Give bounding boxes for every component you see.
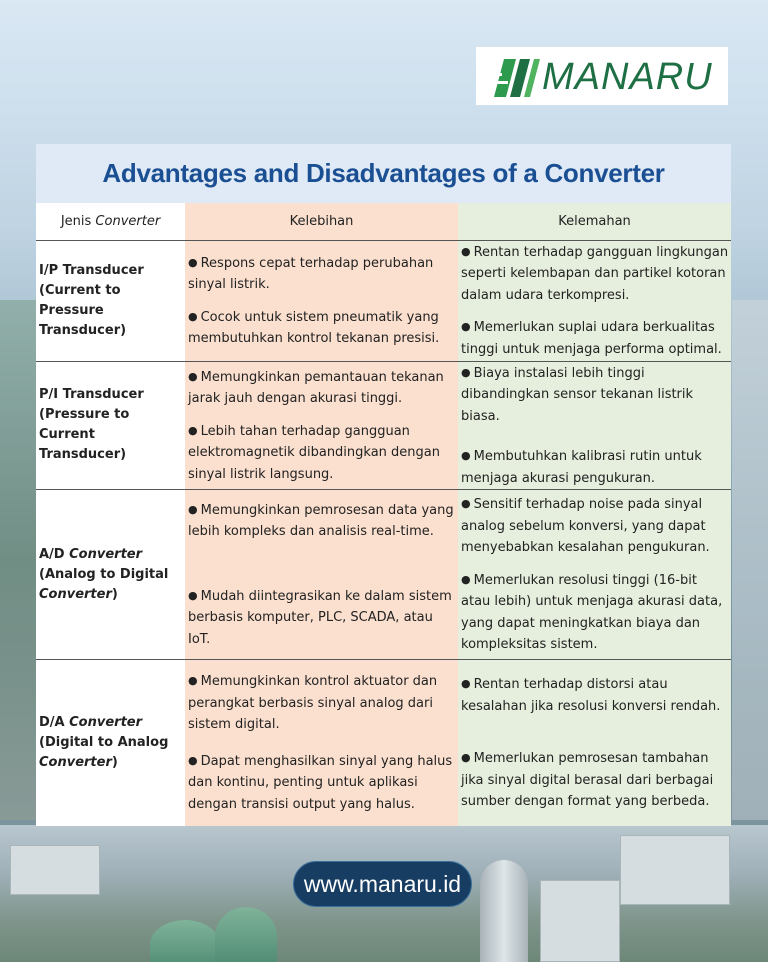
converter-type-em: Converter bbox=[39, 754, 112, 770]
converter-type-line: I/P Transducer bbox=[39, 262, 144, 278]
list-item bbox=[188, 420, 455, 486]
bullet-icon: ● bbox=[188, 588, 198, 602]
advantage-text: Mudah diintegrasikan ke dalam sistem berbasis komputer, PLC, SCADA, atau IoT. bbox=[188, 588, 452, 647]
list-item bbox=[188, 306, 455, 350]
disadvantage-text: Rentan terhadap distorsi atau kesalahan jika resolusi konversi rendah. bbox=[461, 677, 721, 714]
table-row bbox=[36, 361, 731, 490]
list-item bbox=[188, 499, 455, 543]
disadvantage-text: Memerlukan suplai udara berkualitas tinggi untuk menjaga performa optimal. bbox=[461, 320, 722, 357]
converter-type-close: ) bbox=[111, 754, 118, 770]
disadvantage-text: Rentan terhadap gangguan lingkungan seperti kelembapan dan partikel kotoran dalam udara terkompresi. bbox=[461, 244, 729, 303]
header-kelemahan: Kelemahan bbox=[458, 203, 731, 240]
bullet-icon: ● bbox=[461, 677, 471, 690]
converter-type-em: Converter bbox=[39, 586, 112, 602]
disadvantage-text: Biaya instalasi lebih tinggi dibandingkan sensor tekanan listrik biasa. bbox=[461, 365, 694, 424]
title-bar bbox=[36, 144, 731, 203]
converter-type-cell bbox=[36, 490, 185, 660]
building-block bbox=[10, 845, 100, 895]
list-item bbox=[188, 750, 455, 816]
list-item bbox=[461, 241, 729, 307]
converter-type-desc: (Digital to Analog bbox=[39, 734, 169, 750]
list-item bbox=[461, 445, 729, 489]
bullet-icon: ● bbox=[188, 674, 198, 688]
table-row bbox=[36, 660, 731, 826]
bullet-icon: ● bbox=[461, 497, 471, 511]
converter-type-cell bbox=[36, 660, 185, 826]
disadvantage-text: Membutuhkan kalibrasi rutin untuk menjaga akurasi pengukuran. bbox=[461, 449, 702, 486]
disadvantage-text: Memerlukan pemrosesan tambahan jika sinyal digital berasal dari berbagai sumber dengan format yang berbeda. bbox=[461, 751, 714, 809]
bullet-icon: ● bbox=[461, 449, 471, 462]
advantage-text: Dapat menghasilkan sinyal yang halus dan kontinu, penting untuk aplikasi dengan transisi output yang halus. bbox=[188, 753, 453, 812]
disadvantages-cell bbox=[458, 361, 731, 490]
silo-icon bbox=[480, 860, 528, 962]
header-kelebihan: Kelebihan bbox=[185, 203, 458, 240]
converter-type-line: (Pressure to Current bbox=[39, 407, 130, 443]
advantage-text: Cocok untuk sistem pneumatik yang membutuhkan kontrol tekanan presisi. bbox=[188, 309, 440, 346]
advantage-text: Memungkinkan pemrosesan data yang lebih kompleks dan analisis real-time. bbox=[188, 502, 454, 540]
list-item bbox=[188, 670, 455, 736]
background-landscape-left bbox=[0, 300, 40, 820]
bullet-icon: ● bbox=[188, 255, 198, 269]
converter-type-code: A/D bbox=[39, 546, 70, 562]
list-item bbox=[461, 493, 729, 559]
building-block bbox=[620, 835, 730, 905]
advantages-cell bbox=[185, 361, 458, 490]
disadvantages-cell bbox=[458, 490, 731, 660]
list-item bbox=[188, 585, 455, 651]
advantages-cell bbox=[185, 490, 458, 660]
disadvantages-cell bbox=[458, 240, 731, 361]
list-item bbox=[461, 673, 729, 717]
storage-tank-icon bbox=[150, 920, 220, 962]
bullet-icon: ● bbox=[188, 502, 198, 516]
list-item bbox=[461, 747, 729, 813]
list-item bbox=[461, 569, 729, 656]
building-block bbox=[540, 880, 620, 962]
list-item bbox=[461, 362, 729, 428]
manaru-logo-icon bbox=[490, 53, 542, 99]
bullet-icon: ● bbox=[188, 423, 198, 437]
advantages-cell bbox=[185, 660, 458, 826]
header-jenis-converter bbox=[36, 203, 185, 240]
header-type-em: Converter bbox=[95, 213, 161, 229]
converter-type-line: Transducer) bbox=[39, 322, 127, 338]
converter-type-line: (Current to Pressure bbox=[39, 282, 121, 318]
advantage-text: Memungkinkan pemantauan tekanan jarak jauh dengan akurasi tinggi. bbox=[188, 369, 444, 406]
converter-type-em: Converter bbox=[69, 546, 143, 562]
website-url[interactable]: www.manaru.id bbox=[303, 870, 462, 897]
advantage-text: Memungkinkan kontrol aktuator dan perangkat berbasis sinyal analog dari sistem digital. bbox=[188, 674, 438, 733]
bullet-icon: ● bbox=[188, 309, 198, 323]
converter-type-line: P/I Transducer bbox=[39, 387, 144, 403]
storage-tank-icon bbox=[215, 907, 277, 962]
bullet-icon: ● bbox=[461, 244, 471, 258]
disadvantages-cell bbox=[458, 660, 731, 826]
website-link-badge[interactable] bbox=[293, 861, 472, 907]
converter-type-close: ) bbox=[111, 586, 118, 602]
page-title: Advantages and Disadvantages of a Converter bbox=[102, 158, 665, 188]
converter-type-em: Converter bbox=[69, 714, 143, 730]
header-type-prefix: Jenis bbox=[60, 213, 96, 229]
converter-type-line: Transducer) bbox=[39, 447, 127, 463]
advantage-text: Respons cepat terhadap perubahan sinyal listrik. bbox=[188, 255, 434, 292]
converter-type-desc: (Analog to Digital bbox=[39, 566, 169, 582]
table-row bbox=[36, 240, 731, 361]
list-item bbox=[188, 252, 455, 296]
comparison-card bbox=[36, 144, 731, 825]
table-header-row bbox=[36, 203, 731, 240]
bullet-icon: ● bbox=[461, 751, 471, 764]
disadvantage-text: Memerlukan resolusi tinggi (16-bit atau lebih) untuk menjaga akurasi data, yang dapat meningkatkan biaya dan kompleksitas sistem. bbox=[461, 572, 723, 653]
converter-type-cell bbox=[36, 361, 185, 490]
table-row bbox=[36, 490, 731, 660]
bullet-icon: ● bbox=[461, 320, 471, 334]
converter-type-code: D/A bbox=[39, 714, 70, 730]
advantages-cell bbox=[185, 240, 458, 361]
background-landscape-right bbox=[732, 300, 768, 820]
advantage-text: Lebih tahan terhadap gangguan elektromagnetik dibandingkan dengan sinyal listrik langsung. bbox=[188, 423, 440, 482]
list-item bbox=[461, 316, 729, 360]
brand-logo bbox=[476, 47, 728, 105]
list-item bbox=[188, 366, 455, 410]
disadvantage-text: Sensitif terhadap noise pada sinyal analog sebelum konversi, yang dapat menyebabkan kesalahan pengukuran. bbox=[461, 497, 710, 556]
brand-name: MANARU bbox=[542, 56, 713, 98]
bullet-icon: ● bbox=[461, 572, 471, 586]
bullet-icon: ● bbox=[188, 753, 198, 767]
converter-type-cell bbox=[36, 240, 185, 361]
bullet-icon: ● bbox=[461, 365, 471, 379]
comparison-table bbox=[36, 203, 731, 826]
bullet-icon: ● bbox=[188, 369, 198, 383]
